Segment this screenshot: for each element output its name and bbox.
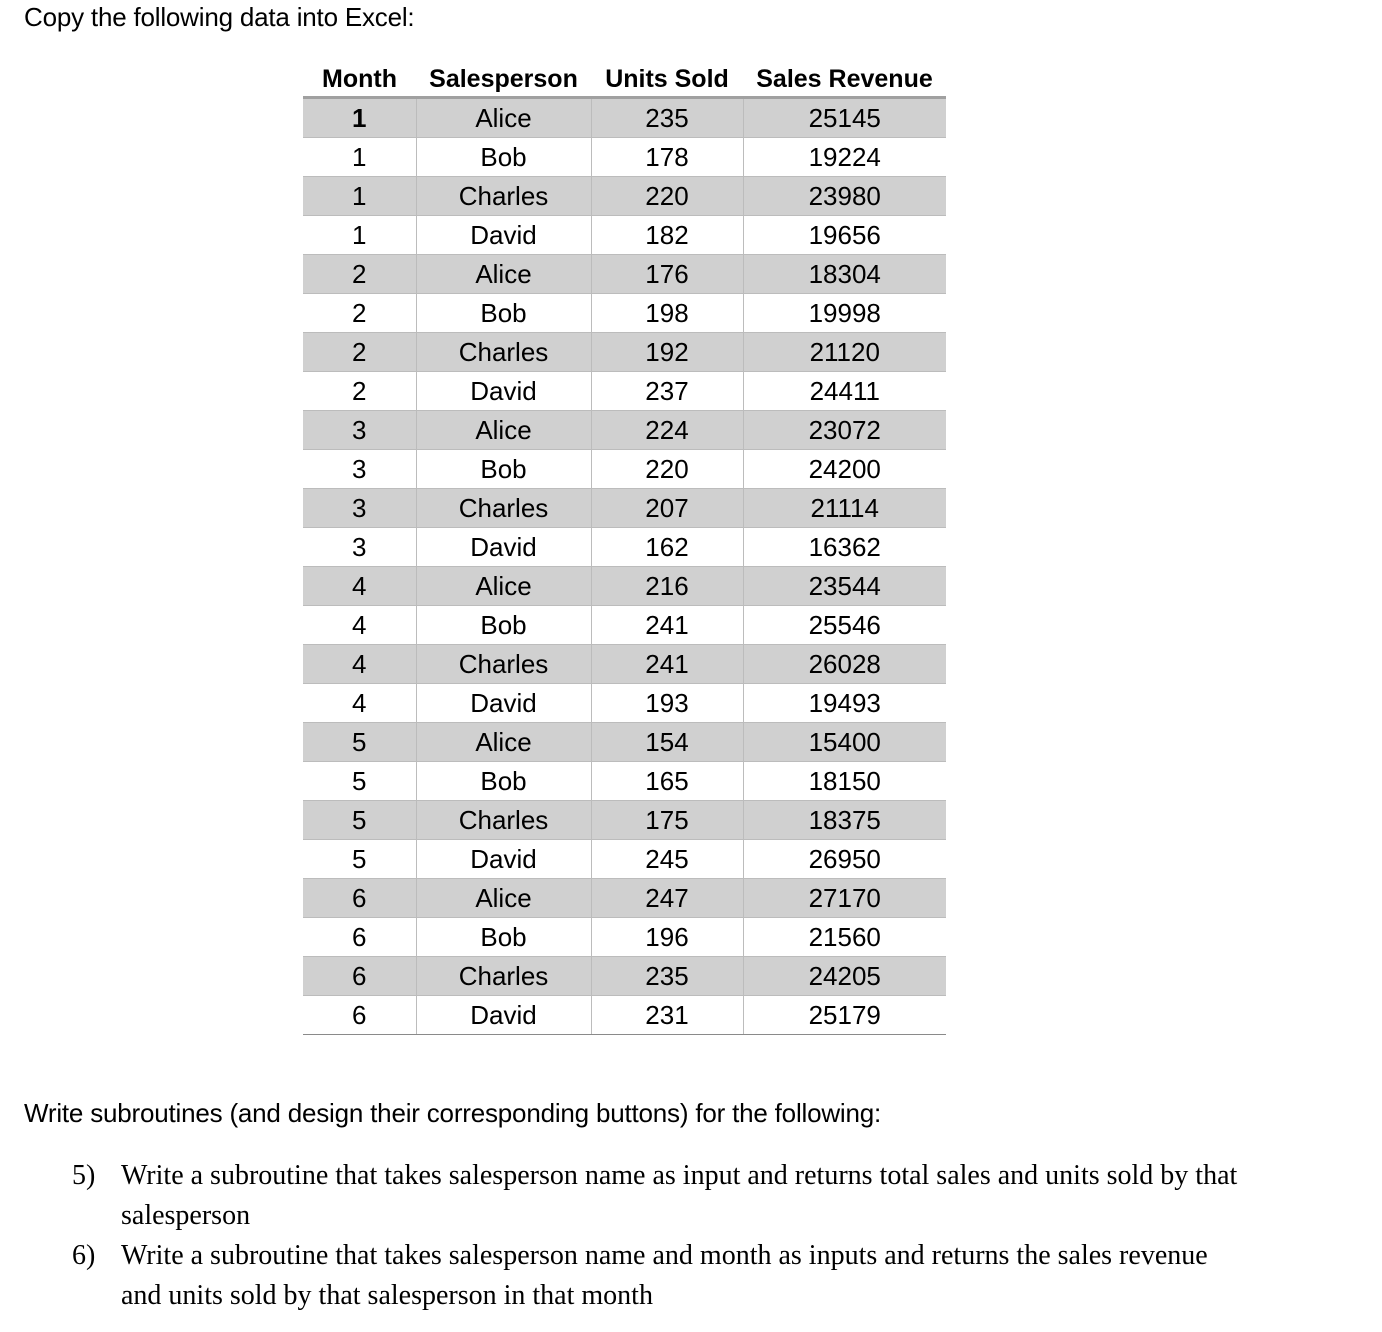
- cell-salesperson: Charles: [416, 489, 591, 528]
- cell-sales-revenue: 18304: [743, 255, 946, 294]
- table-row: [303, 255, 946, 294]
- table-row: [303, 98, 946, 138]
- cell-month: 5: [303, 801, 416, 840]
- table-row: [303, 567, 946, 606]
- cell-salesperson: Alice: [416, 411, 591, 450]
- cell-units-sold: 247: [591, 879, 743, 918]
- cell-sales-revenue: 25546: [743, 606, 946, 645]
- cell-month: 5: [303, 723, 416, 762]
- cell-salesperson: David: [416, 372, 591, 411]
- cell-sales-revenue: 23544: [743, 567, 946, 606]
- cell-units-sold: 193: [591, 684, 743, 723]
- cell-salesperson: Charles: [416, 333, 591, 372]
- cell-salesperson: Charles: [416, 801, 591, 840]
- cell-units-sold: 192: [591, 333, 743, 372]
- cell-month: 3: [303, 528, 416, 567]
- cell-units-sold: 216: [591, 567, 743, 606]
- cell-salesperson: Alice: [416, 98, 591, 138]
- task-text: Write a subroutine that takes salesperson name as input and returns total sales and units sold by that salesperson: [121, 1160, 1238, 1231]
- cell-month: 6: [303, 879, 416, 918]
- table-row: [303, 450, 946, 489]
- cell-units-sold: 231: [591, 996, 743, 1035]
- cell-salesperson: Alice: [416, 879, 591, 918]
- table-row: [303, 996, 946, 1035]
- cell-sales-revenue: 19493: [743, 684, 946, 723]
- cell-sales-revenue: 19656: [743, 216, 946, 255]
- table-row: [303, 216, 946, 255]
- cell-sales-revenue: 19998: [743, 294, 946, 333]
- table-row: [303, 723, 946, 762]
- cell-sales-revenue: 26950: [743, 840, 946, 879]
- cell-sales-revenue: 24411: [743, 372, 946, 411]
- cell-month: 2: [303, 372, 416, 411]
- cell-sales-revenue: 23980: [743, 177, 946, 216]
- instructions-heading: Write subroutines (and design their corresponding buttons) for the following:: [24, 1098, 882, 1128]
- cell-units-sold: 176: [591, 255, 743, 294]
- cell-salesperson: Bob: [416, 762, 591, 801]
- cell-month: 5: [303, 762, 416, 801]
- header-units-sold: Units Sold: [591, 55, 743, 98]
- table-row: [303, 411, 946, 450]
- cell-units-sold: 175: [591, 801, 743, 840]
- cell-salesperson: Bob: [416, 450, 591, 489]
- cell-sales-revenue: 19224: [743, 138, 946, 177]
- cell-month: 2: [303, 255, 416, 294]
- cell-sales-revenue: 25179: [743, 996, 946, 1035]
- cell-month: 1: [303, 177, 416, 216]
- table-row: [303, 372, 946, 411]
- cell-sales-revenue: 23072: [743, 411, 946, 450]
- table-row: [303, 138, 946, 177]
- cell-units-sold: 178: [591, 138, 743, 177]
- cell-units-sold: 162: [591, 528, 743, 567]
- table-row: [303, 918, 946, 957]
- header-sales-revenue: Sales Revenue: [743, 55, 946, 98]
- task-text: Write a subroutine that takes salesperson name and month as inputs and returns the sales revenue and units sold by that salesperson in that month: [121, 1240, 1208, 1311]
- task-item: [0, 1236, 1241, 1316]
- cell-sales-revenue: 18150: [743, 762, 946, 801]
- cell-salesperson: Bob: [416, 294, 591, 333]
- cell-month: 6: [303, 918, 416, 957]
- cell-units-sold: 237: [591, 372, 743, 411]
- table-header-row: [303, 55, 946, 98]
- cell-units-sold: 241: [591, 606, 743, 645]
- cell-month: 4: [303, 645, 416, 684]
- cell-units-sold: 196: [591, 918, 743, 957]
- table-row: [303, 606, 946, 645]
- cell-sales-revenue: 27170: [743, 879, 946, 918]
- cell-units-sold: 198: [591, 294, 743, 333]
- cell-units-sold: 165: [591, 762, 743, 801]
- cell-sales-revenue: 21120: [743, 333, 946, 372]
- header-salesperson: Salesperson: [416, 55, 591, 98]
- cell-units-sold: 235: [591, 957, 743, 996]
- cell-month: 4: [303, 567, 416, 606]
- table-row: [303, 645, 946, 684]
- cell-units-sold: 154: [591, 723, 743, 762]
- cell-salesperson: David: [416, 684, 591, 723]
- cell-sales-revenue: 24205: [743, 957, 946, 996]
- table-row: [303, 294, 946, 333]
- cell-salesperson: Bob: [416, 606, 591, 645]
- cell-sales-revenue: 26028: [743, 645, 946, 684]
- task-item: [0, 1156, 1241, 1236]
- table-row: [303, 879, 946, 918]
- cell-units-sold: 207: [591, 489, 743, 528]
- cell-sales-revenue: 21560: [743, 918, 946, 957]
- cell-units-sold: 220: [591, 450, 743, 489]
- cell-salesperson: Charles: [416, 957, 591, 996]
- cell-sales-revenue: 16362: [743, 528, 946, 567]
- cell-units-sold: 241: [591, 645, 743, 684]
- cell-units-sold: 224: [591, 411, 743, 450]
- cell-sales-revenue: 18375: [743, 801, 946, 840]
- cell-salesperson: Bob: [416, 138, 591, 177]
- table-row: [303, 762, 946, 801]
- cell-units-sold: 182: [591, 216, 743, 255]
- cell-units-sold: 245: [591, 840, 743, 879]
- cell-salesperson: Alice: [416, 255, 591, 294]
- cell-salesperson: Charles: [416, 645, 591, 684]
- cell-salesperson: David: [416, 528, 591, 567]
- cell-units-sold: 220: [591, 177, 743, 216]
- cell-month: 5: [303, 840, 416, 879]
- cell-salesperson: David: [416, 216, 591, 255]
- table-row: [303, 177, 946, 216]
- cell-salesperson: Bob: [416, 918, 591, 957]
- cell-month: 3: [303, 450, 416, 489]
- cell-sales-revenue: 15400: [743, 723, 946, 762]
- cell-units-sold: 235: [591, 98, 743, 138]
- cell-sales-revenue: 25145: [743, 98, 946, 138]
- table-body: [303, 98, 946, 1035]
- cell-month: 3: [303, 411, 416, 450]
- cell-salesperson: David: [416, 840, 591, 879]
- table-row: [303, 957, 946, 996]
- cell-sales-revenue: 24200: [743, 450, 946, 489]
- header-month: Month: [303, 55, 416, 98]
- task-list: [0, 1156, 1241, 1316]
- cell-month: 4: [303, 606, 416, 645]
- cell-salesperson: Alice: [416, 567, 591, 606]
- cell-month: 3: [303, 489, 416, 528]
- cell-salesperson: Alice: [416, 723, 591, 762]
- cell-month: 6: [303, 957, 416, 996]
- table-row: [303, 840, 946, 879]
- task-number: 6): [72, 1240, 96, 1271]
- table-row: [303, 528, 946, 567]
- sales-data-table: [303, 55, 946, 1035]
- cell-month: 1: [303, 138, 416, 177]
- task-number: 5): [72, 1160, 96, 1191]
- cell-month: 2: [303, 333, 416, 372]
- cell-month: 4: [303, 684, 416, 723]
- intro-text: Copy the following data into Excel:: [24, 2, 415, 32]
- cell-month: 1: [303, 98, 416, 138]
- cell-salesperson: David: [416, 996, 591, 1035]
- cell-salesperson: Charles: [416, 177, 591, 216]
- cell-sales-revenue: 21114: [743, 489, 946, 528]
- table-row: [303, 489, 946, 528]
- table-row: [303, 333, 946, 372]
- cell-month: 1: [303, 216, 416, 255]
- table-row: [303, 801, 946, 840]
- cell-month: 6: [303, 996, 416, 1035]
- cell-month: 2: [303, 294, 416, 333]
- table-row: [303, 684, 946, 723]
